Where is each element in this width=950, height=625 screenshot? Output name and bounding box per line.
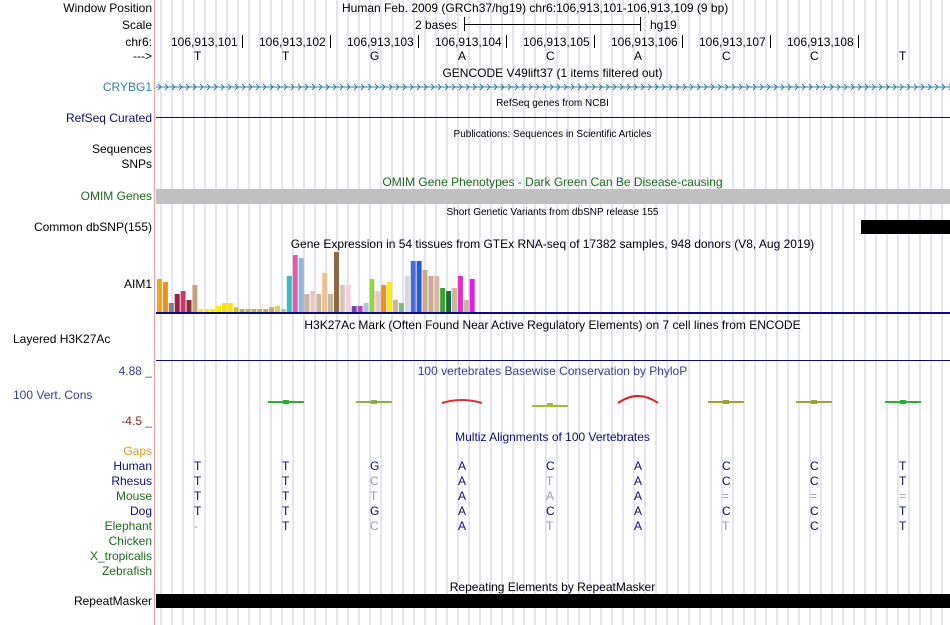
aligned-base: - — [194, 519, 198, 533]
species-label[interactable]: Rhesus — [111, 474, 152, 488]
phylop-score-mark — [723, 400, 729, 404]
aligned-base: A — [458, 474, 467, 488]
gtex-tissue-bar — [375, 291, 380, 312]
aligned-base: T — [722, 519, 730, 533]
species-label[interactable]: Human — [113, 459, 152, 473]
phylop-score-glyph — [618, 396, 658, 403]
aligned-base: T — [282, 504, 290, 518]
reference-base: A — [634, 49, 643, 63]
species-label[interactable]: Mouse — [115, 489, 152, 503]
aligned-base: A — [634, 504, 643, 518]
gtex-tissue-bar — [364, 303, 369, 312]
gtex-tissue-bar — [358, 306, 363, 312]
gtex-tissue-bar — [192, 285, 197, 312]
gtex-tissue-bar — [246, 309, 251, 312]
gtex-tissue-bar — [387, 282, 392, 312]
phylop-label[interactable]: 100 Vert. Cons — [13, 388, 93, 402]
gtex-tissue-bar — [234, 307, 239, 312]
gtex-tissue-bar — [328, 294, 333, 312]
phylop-min-label: -4.5 _ — [121, 414, 152, 428]
gtex-tissue-bar — [287, 276, 292, 312]
species-label[interactable]: X_tropicalis — [89, 549, 152, 563]
reference-base: C — [810, 49, 819, 63]
aligned-base: T — [899, 504, 907, 518]
coordinate-tick — [506, 35, 507, 48]
gtex-tissue-bar — [399, 303, 404, 312]
aligned-base: T — [546, 519, 554, 533]
aligned-base: A — [634, 459, 643, 473]
aligned-base: T — [282, 519, 290, 533]
phylop-score-mark — [811, 400, 817, 404]
gtex-tissue-bar — [251, 309, 256, 312]
aligned-base: T — [370, 489, 378, 503]
gtex-tissue-bar — [411, 261, 416, 312]
refseq-track-title: RefSeq genes from NCBI — [496, 98, 609, 109]
aligned-base: = — [899, 489, 907, 503]
publications-track-title: Publications: Sequences in Scientific Articles — [453, 129, 652, 140]
aligned-base: T — [899, 474, 907, 488]
snps-label[interactable]: SNPs — [121, 157, 152, 171]
gtex-tissue-bar — [263, 309, 268, 312]
window-position-value: Human Feb. 2009 (GRCh37/hg19) chr6:106,913,101-106,913,109 (9 bp) — [342, 1, 729, 15]
coordinate-tick-label: 106,913,107 — [699, 35, 766, 49]
window-position-label: Window Position — [63, 1, 152, 15]
coordinate-tick-label: 106,913,105 — [523, 35, 590, 49]
gtex-tissue-bar — [452, 288, 457, 312]
dbsnp-track-title: Short Genetic Variants from dbSNP release 155 — [446, 207, 659, 218]
coordinate-tick-label: 106,913,106 — [611, 35, 678, 49]
gtex-tissue-bar — [210, 309, 215, 312]
coordinate-tick-label: 106,913,104 — [435, 35, 502, 49]
reference-base: C — [722, 49, 731, 63]
species-label[interactable]: Dog — [129, 504, 152, 518]
phylop-score-glyph — [442, 400, 482, 403]
strand-label: ---> — [133, 49, 152, 63]
aligned-base: T — [546, 474, 554, 488]
aligned-base: C — [810, 474, 819, 488]
reference-base: T — [194, 49, 202, 63]
reference-base: A — [458, 49, 467, 63]
aligned-base: T — [194, 459, 202, 473]
gtex-tissue-bar — [352, 306, 357, 312]
gencode-track-title: GENCODE V49lift37 (1 items filtered out) — [442, 66, 663, 80]
aligned-base: C — [370, 519, 379, 533]
gtex-tissue-bar — [340, 285, 345, 312]
coordinate-tick-label: 106,913,103 — [347, 35, 414, 49]
aligned-base: C — [722, 474, 731, 488]
aligned-base: T — [194, 504, 202, 518]
coordinate-tick — [858, 35, 859, 48]
gtex-tissue-bar — [269, 307, 274, 312]
gene-label-crybg1[interactable]: CRYBG1 — [102, 80, 152, 94]
phylop-score-mark — [547, 403, 553, 407]
aligned-base: C — [810, 459, 819, 473]
aligned-base: T — [899, 459, 907, 473]
aligned-base: T — [282, 459, 290, 473]
aligned-base: T — [194, 474, 202, 488]
coordinate-tick-label: 106,913,102 — [259, 35, 326, 49]
scale-label: Scale — [121, 18, 152, 32]
phylop-score-mark — [371, 400, 377, 404]
gtex-tissue-bar — [458, 276, 463, 312]
aligned-base: C — [810, 504, 819, 518]
coordinate-tick — [242, 35, 243, 48]
gtex-tissue-bar — [181, 291, 186, 312]
gtex-tissue-bar — [440, 288, 445, 312]
reference-base: T — [899, 49, 907, 63]
aligned-base: A — [546, 489, 555, 503]
aligned-base: G — [370, 459, 380, 473]
scale-bar — [464, 17, 641, 31]
aligned-base: A — [458, 459, 467, 473]
gtex-tissue-bar — [405, 276, 410, 312]
repeatmasker-track-title: Repeating Elements by RepeatMasker — [449, 580, 656, 594]
h3k27ac-track-title: H3K27Ac Mark (Often Found Near Active Regulatory Elements) on 7 cell lines from ENCODE — [304, 318, 801, 332]
phylop-max-label: 4.88 _ — [118, 364, 152, 378]
gtex-tissue-bar — [346, 285, 351, 312]
phylop-score-mark — [283, 400, 289, 404]
aligned-base: A — [458, 519, 467, 533]
aligned-base: G — [370, 504, 380, 518]
aligned-base: A — [634, 489, 643, 503]
aligned-base: A — [458, 504, 467, 518]
gtex-tissue-bar — [305, 294, 310, 312]
omim-gene-bar[interactable] — [156, 189, 950, 204]
gtex-tissue-bar — [381, 285, 386, 312]
aligned-base: A — [458, 489, 467, 503]
gtex-tissue-bar — [299, 258, 304, 312]
dbsnp-label[interactable]: Common dbSNP(155) — [33, 220, 152, 234]
h3k27ac-label[interactable]: Layered H3K27Ac — [13, 332, 111, 346]
sequences-label[interactable]: Sequences — [91, 142, 152, 156]
phylop-conservation-plot[interactable] — [156, 392, 950, 414]
gtex-tissue-bar — [216, 306, 221, 312]
gtex-tissue-bar — [322, 273, 327, 312]
repeatmasker-label[interactable]: RepeatMasker — [73, 594, 152, 608]
gtex-tissue-bar — [334, 252, 339, 312]
aligned-base: T — [194, 489, 202, 503]
reference-base: G — [370, 49, 380, 63]
gtex-expression-chart[interactable] — [156, 252, 950, 314]
species-label[interactable]: Zebrafish — [101, 564, 152, 578]
aligned-base: T — [282, 489, 290, 503]
coordinate-tick — [594, 35, 595, 48]
aligned-base: C — [722, 459, 731, 473]
gtex-tissue-bar — [257, 309, 262, 312]
gtex-tissue-bar — [393, 300, 398, 312]
aligned-base: T — [899, 519, 907, 533]
gtex-tissue-bar — [316, 294, 321, 312]
gtex-tissue-bar — [163, 282, 168, 312]
omim-track-title: OMIM Gene Phenotypes - Dark Green Can Be Disease-causing — [382, 175, 723, 189]
gtex-tissue-bar — [228, 303, 233, 312]
gtex-tissue-bar — [157, 279, 162, 312]
aligned-base: A — [634, 519, 643, 533]
species-label[interactable]: Chicken — [108, 534, 152, 548]
gtex-tissue-bar — [446, 291, 451, 312]
gtex-tissue-bar — [204, 309, 209, 312]
gtex-tissue-bar — [369, 279, 374, 312]
gtex-tissue-bar — [222, 303, 227, 312]
gtex-tissue-bar — [310, 291, 315, 312]
reference-base: C — [546, 49, 555, 63]
aligned-base: C — [810, 519, 819, 533]
scale-assembly: hg19 — [650, 18, 677, 32]
multiz-track-title: Multiz Alignments of 100 Vertebrates — [455, 430, 650, 444]
omim-label[interactable]: OMIM Genes — [80, 189, 152, 203]
aligned-base: T — [282, 474, 290, 488]
repeatmasker-bar[interactable] — [156, 594, 950, 608]
scale-value: 2 bases — [415, 18, 458, 32]
gaps-label[interactable]: Gaps — [123, 444, 152, 458]
gtex-tissue-bar — [187, 300, 192, 312]
coordinate-tick — [770, 35, 771, 48]
gtex-tissue-bar — [417, 261, 422, 312]
refseq-gene-line[interactable] — [156, 117, 950, 118]
gtex-tissue-bar — [198, 309, 203, 312]
gtex-tissue-bar — [464, 300, 469, 312]
phylop-track-title: 100 vertebrates Basewise Conservation by PhyloP — [417, 364, 688, 378]
chr-label: chr6: — [125, 35, 152, 49]
aligned-base: C — [546, 504, 555, 518]
crybg1-gene-feature[interactable] — [156, 81, 950, 93]
aligned-base: C — [370, 474, 379, 488]
aligned-base: C — [722, 504, 731, 518]
gtex-tissue-bar — [434, 276, 439, 312]
aligned-base: = — [810, 489, 818, 503]
gtex-tissue-bar — [275, 306, 280, 312]
phylop-score-mark — [900, 400, 906, 404]
coordinate-tick — [682, 35, 683, 48]
coordinate-tick — [418, 35, 419, 48]
gtex-tissue-bar — [293, 255, 298, 312]
coordinate-tick-label: 106,913,101 — [171, 35, 238, 49]
reference-base: T — [282, 49, 290, 63]
gtex-tissue-bar — [423, 270, 428, 312]
gtex-tissue-bar — [470, 279, 475, 312]
gtex-tissue-bar — [175, 294, 180, 312]
coordinate-tick-label: 106,913,108 — [787, 35, 854, 49]
h3k27ac-baseline — [156, 360, 950, 361]
coordinate-tick — [330, 35, 331, 48]
refseq-label[interactable]: RefSeq Curated — [65, 111, 152, 125]
gtex-tissue-bar — [169, 303, 174, 312]
gtex-tissue-bar — [240, 309, 245, 312]
aligned-base: C — [546, 459, 555, 473]
aligned-base: A — [634, 474, 643, 488]
gtex-tissue-bar — [428, 276, 433, 312]
gtex-track-title: Gene Expression in 54 tissues from GTEx RNA-seq of 17382 samples, 948 donors (V8, Aug 2019) — [290, 237, 815, 251]
dbsnp-variant-bar[interactable] — [861, 220, 950, 234]
aligned-base: = — [722, 489, 730, 503]
gtex-gene-label[interactable]: AIM1 — [123, 277, 152, 291]
gtex-tissue-bar — [281, 309, 286, 312]
species-label[interactable]: Elephant — [104, 519, 152, 533]
